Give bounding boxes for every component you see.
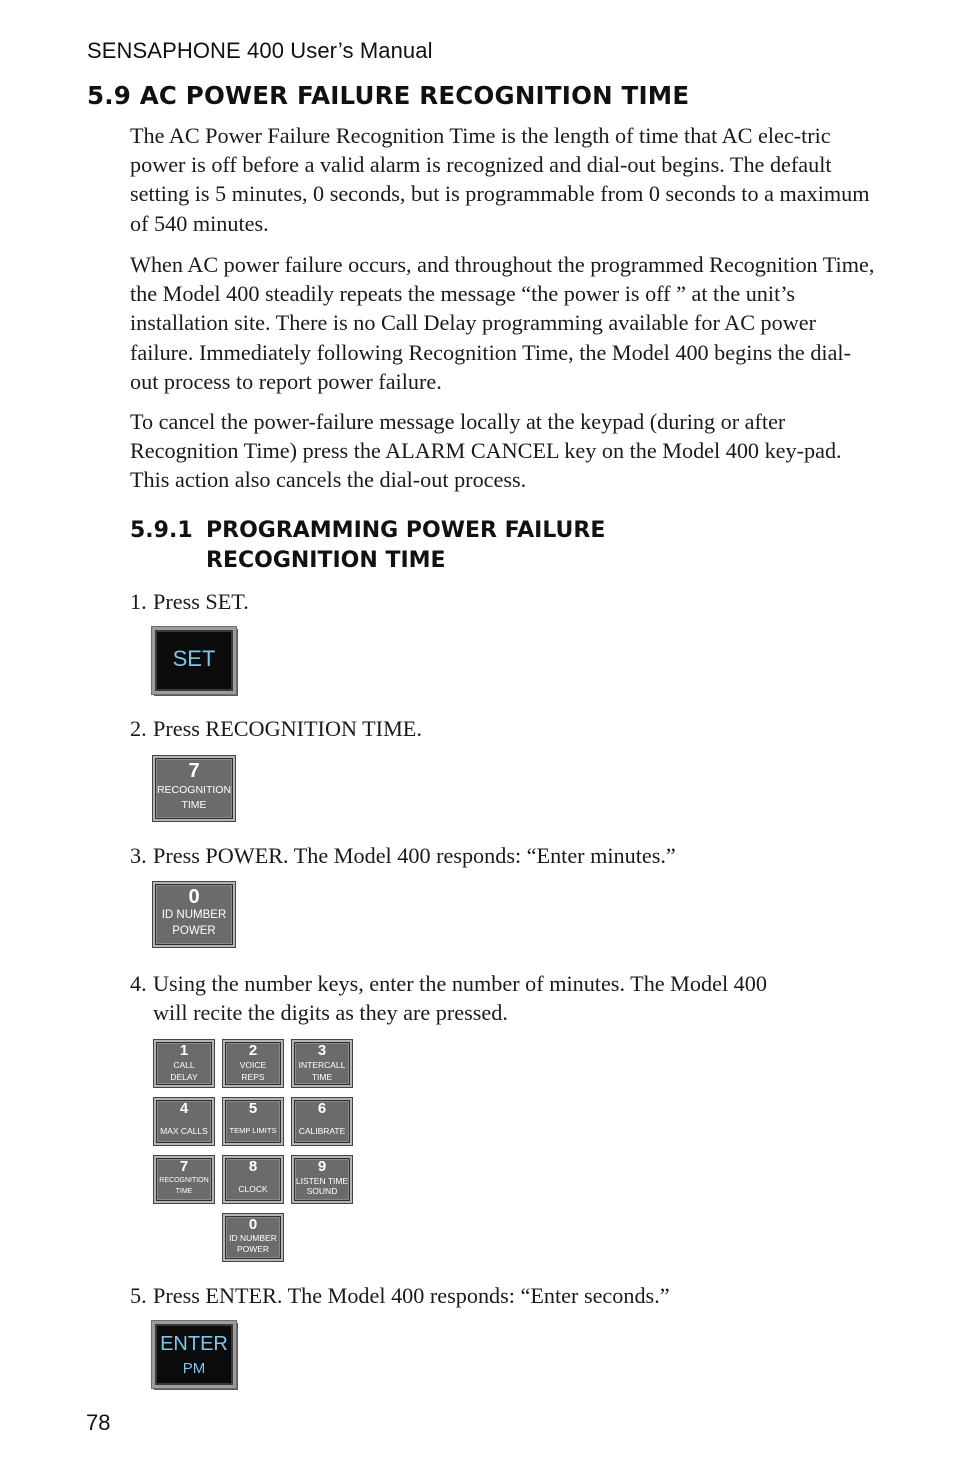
paragraph-power-failure: When AC power failure occurs, and throughout the programmed Recognition Time, the Model 400 steadily repeats the message “the power is off ” at the unit’s installation site. There is no Call Delay programming available for AC power failure. Immediately following Recognition Time, the Model 400 begins the dial-out process to report power failure. — [130, 252, 875, 394]
key-label-2: REPS — [241, 1072, 265, 1082]
keypad-key-5[interactable] — [222, 1097, 284, 1146]
keypad-key-1[interactable] — [153, 1039, 215, 1088]
step-2 — [130, 714, 875, 743]
key-label-1: CALIBRATE — [298, 1126, 346, 1136]
keypad-key-2[interactable] — [222, 1039, 284, 1088]
running-head: SENSAPHONE 400 User’s Manual — [87, 38, 433, 63]
key-label-1: ID NUMBER — [161, 909, 227, 921]
step-text-line1: Using the number keys, enter the number of minutes. The Model 400 — [153, 971, 767, 996]
keypad-key-4[interactable] — [153, 1097, 215, 1146]
enter-key-sublabel: PM — [182, 1360, 206, 1377]
key-digit: 8 — [248, 1158, 258, 1175]
page-number: 78 — [86, 1410, 111, 1435]
subsection-title-line1: PROGRAMMING POWER FAILURE — [206, 518, 606, 543]
enter-key[interactable] — [152, 1321, 236, 1388]
paragraph-intro: The AC Power Failure Recognition Time is the length of time that AC elec-tric power is off before a valid alarm is recognized and dial-out begins. The default setting is 5 minutes, 0 seconds, but is programmable from 0 seconds to a maximum of 540 minutes. — [130, 123, 870, 236]
set-key-label: SET — [172, 646, 216, 671]
key-digit: 6 — [317, 1100, 327, 1117]
step-text: Press ENTER. The Model 400 responds: “Enter seconds.” — [153, 1283, 670, 1308]
key-label-1: RECOGNITION — [159, 1177, 209, 1184]
key-label-1: MAX CALLS — [160, 1126, 208, 1136]
key-digit: 7 — [188, 760, 200, 782]
key-label-1: LISTEN TIME — [295, 1176, 349, 1186]
keypad-key-0[interactable] — [222, 1213, 284, 1262]
step-text-line2: will recite the digits as they are pressed. — [153, 1000, 508, 1026]
key-digit: 0 — [248, 1216, 258, 1233]
step-5 — [130, 1281, 875, 1310]
key-digit: 7 — [179, 1158, 189, 1175]
key-label-1: CALL — [173, 1060, 195, 1070]
subsection-number: 5.9.1 — [130, 518, 193, 543]
step-3 — [130, 841, 875, 870]
key-label-2: TIME — [311, 1072, 333, 1082]
key-label-2: TIME — [175, 1188, 193, 1195]
key-digit: 5 — [248, 1100, 258, 1117]
key-digit: 3 — [317, 1042, 327, 1059]
keypad-key-6[interactable] — [291, 1097, 353, 1146]
step-1 — [130, 587, 875, 616]
power-key[interactable] — [152, 881, 236, 948]
key-label-2: POWER — [172, 925, 216, 937]
set-key[interactable] — [152, 627, 236, 694]
enter-key-label: ENTER — [160, 1333, 228, 1355]
key-label-1: RECOGNITION — [156, 784, 232, 796]
step-text: Press POWER. The Model 400 responds: “Enter minutes.” — [153, 843, 676, 868]
key-label-1: INTERCALL — [298, 1060, 346, 1070]
key-label-1: CLOCK — [238, 1184, 268, 1194]
keypad-key-9[interactable] — [291, 1155, 353, 1204]
keypad-key-7[interactable] — [153, 1155, 215, 1204]
key-label-2: TIME — [181, 799, 207, 811]
step-4 — [130, 969, 875, 1027]
step-text: Press RECOGNITION TIME. — [153, 716, 422, 741]
step-number: 4. — [130, 971, 147, 996]
step-number: 1. — [130, 589, 147, 614]
key-digit: 1 — [179, 1042, 189, 1059]
step-number: 5. — [130, 1283, 147, 1308]
key-label-1: TEMP LIMITS — [229, 1126, 277, 1135]
key-digit: 9 — [317, 1158, 327, 1175]
recognition-time-key[interactable] — [152, 755, 236, 822]
step-text: Press SET. — [153, 589, 249, 614]
keypad-key-8[interactable] — [222, 1155, 284, 1204]
key-label-2: POWER — [236, 1244, 270, 1254]
keypad-key-3[interactable] — [291, 1039, 353, 1088]
key-label-2: SOUND — [306, 1186, 338, 1196]
subsection-title-line2: RECOGNITION TIME — [206, 548, 446, 573]
key-digit: 4 — [179, 1100, 189, 1117]
section-title: 5.9 AC POWER FAILURE RECOGNITION TIME — [87, 81, 690, 110]
step-number: 3. — [130, 843, 147, 868]
key-label-1: VOICE — [239, 1060, 267, 1070]
key-digit: 0 — [188, 886, 200, 908]
paragraph-cancel: To cancel the power-failure message locally at the keypad (during or after Recognition Time) press the ALARM CANCEL key on the Model 400 key-pad. This action also cancels the dial-out process. — [130, 409, 842, 493]
key-label-2: DELAY — [170, 1072, 198, 1082]
key-digit: 2 — [248, 1042, 258, 1059]
step-number: 2. — [130, 716, 147, 741]
subsection-title — [130, 516, 605, 576]
key-label-1: ID NUMBER — [229, 1233, 277, 1243]
